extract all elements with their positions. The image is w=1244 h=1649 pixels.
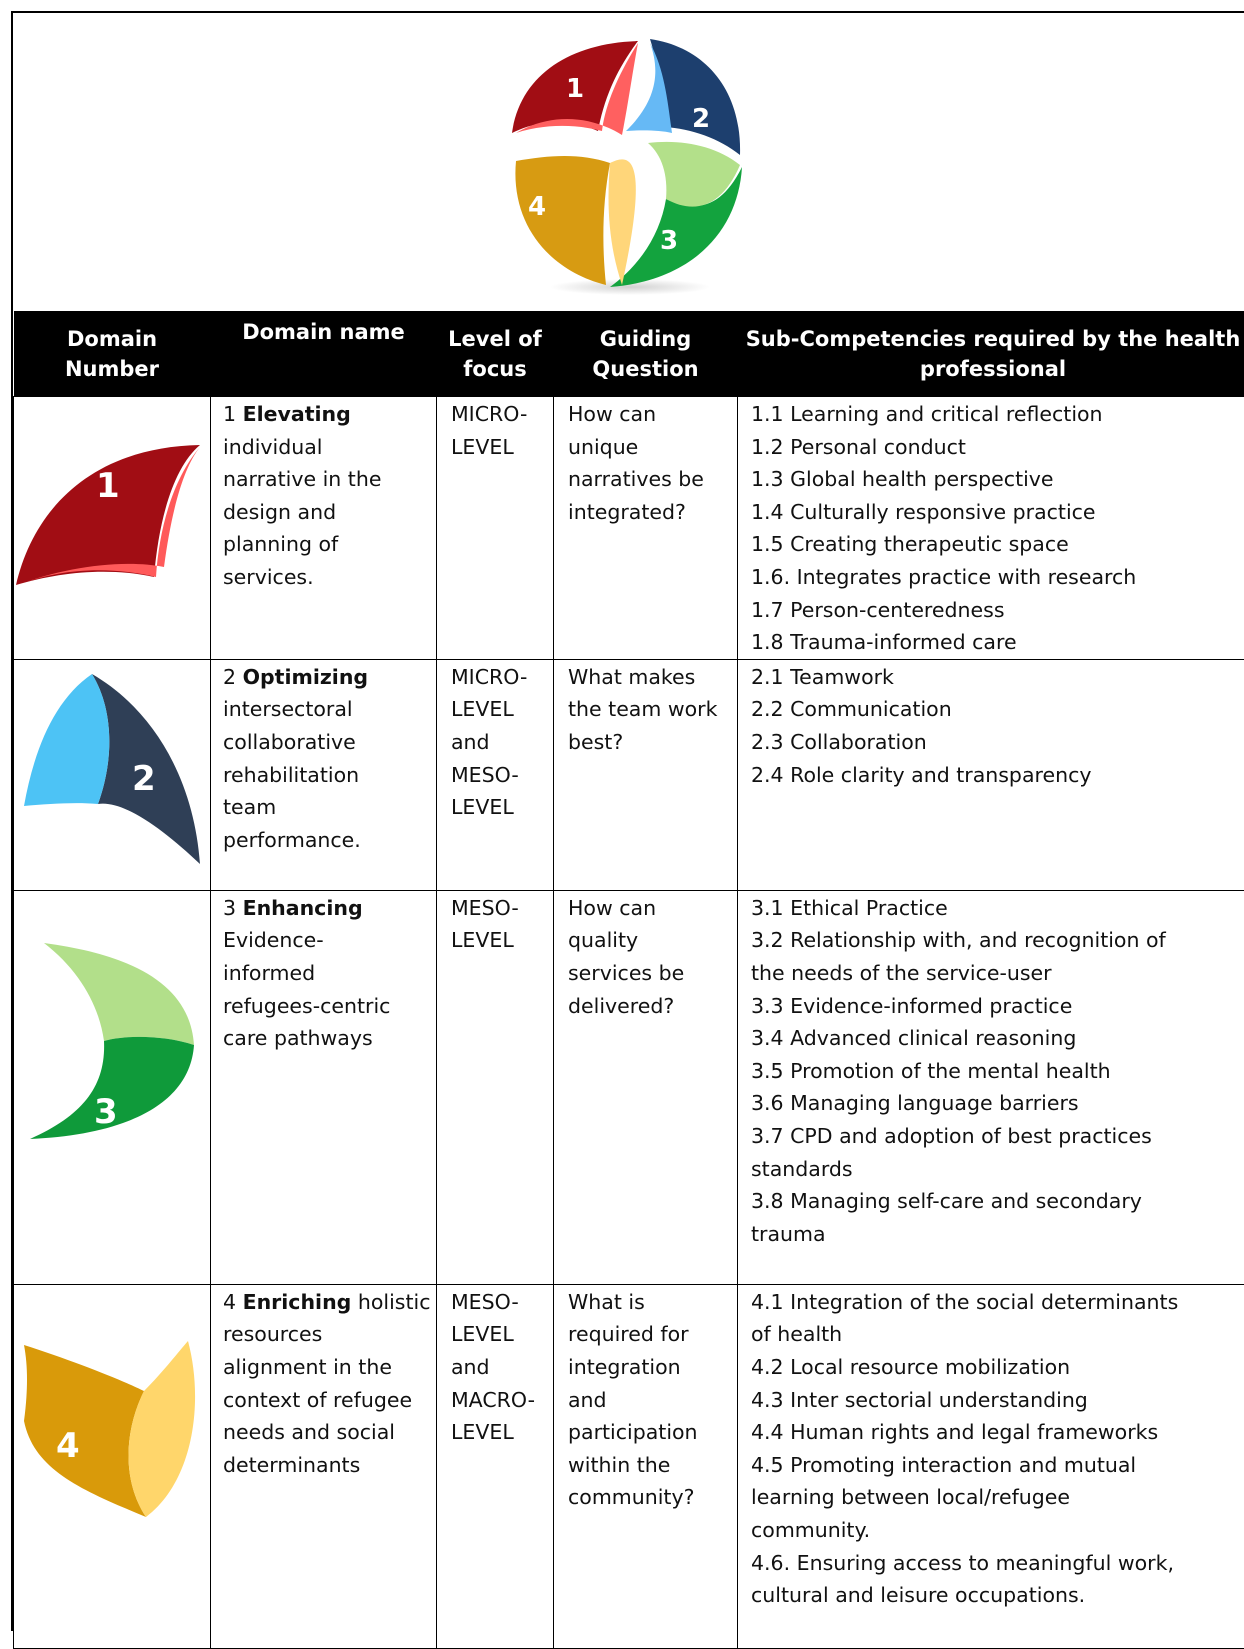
- level-line: LEVEL: [451, 693, 547, 726]
- header-subs-line: Sub-Competencies required by the health: [742, 324, 1244, 354]
- level-line: LEVEL: [451, 924, 547, 957]
- question-line: How can: [568, 398, 731, 431]
- sub-competency: 3.4 Advanced clinical reasoning: [751, 1022, 1242, 1055]
- subs-cell: [738, 397, 1244, 660]
- question-line: How can: [568, 892, 731, 925]
- header-subs-line: professional: [742, 354, 1244, 384]
- domain-name-prefix: 2: [223, 665, 243, 689]
- question-line: quality: [568, 924, 731, 957]
- sub-competency: 4.6. Ensuring access to meaningful work,: [751, 1547, 1242, 1580]
- sub-competency: 2.4 Role clarity and transparency: [751, 759, 1242, 792]
- domain-name-cell: [211, 1284, 437, 1648]
- domain-name-first-line: [223, 398, 430, 431]
- domain-name-bold: Enriching: [243, 1290, 352, 1314]
- question-cell: [554, 890, 738, 1284]
- domain-name-line: resources: [223, 1318, 430, 1351]
- level-line: LEVEL: [451, 431, 547, 464]
- question-line: required for: [568, 1318, 731, 1351]
- question-line: unique: [568, 431, 731, 464]
- domain-name-line: Evidence-: [223, 924, 430, 957]
- logo-label-1: 1: [566, 74, 584, 104]
- sub-competency: 1.6. Integrates practice with research: [751, 561, 1242, 594]
- question-cell: [554, 397, 738, 660]
- level-line: and: [451, 726, 547, 759]
- domains-table: [13, 311, 1244, 1649]
- question-line: What makes: [568, 661, 731, 694]
- sub-competency: community.: [751, 1514, 1242, 1547]
- domain-name-line: alignment in the: [223, 1351, 430, 1384]
- domains-logo: [510, 35, 750, 297]
- level-cell: [437, 397, 554, 660]
- level-line: LEVEL: [451, 1318, 547, 1351]
- sub-competency: trauma: [751, 1218, 1242, 1251]
- subs-cell: [738, 659, 1244, 890]
- logo-label-2: 2: [692, 104, 710, 134]
- question-line: participation: [568, 1416, 731, 1449]
- domain-name-line: design and: [223, 496, 430, 529]
- sub-competency: 2.1 Teamwork: [751, 661, 1242, 694]
- domain-name-line: team: [223, 791, 430, 824]
- domain-4-shape: [14, 1321, 210, 1531]
- sub-competency: 1.1 Learning and critical reflection: [751, 398, 1242, 431]
- domain-name-bold: Elevating: [243, 402, 351, 426]
- domain-name-line: intersectoral: [223, 693, 430, 726]
- level-line: MICRO-: [451, 398, 547, 431]
- level-cell: [437, 659, 554, 890]
- sub-competency: 4.3 Inter sectorial understanding: [751, 1384, 1242, 1417]
- domain-name-first-line: [223, 892, 430, 925]
- domain-name-line: care pathways: [223, 1022, 430, 1055]
- sub-competency: 3.7 CPD and adoption of best practices: [751, 1120, 1242, 1153]
- domain-number-cell: [14, 397, 211, 660]
- sub-competency: standards: [751, 1153, 1242, 1186]
- sub-competency: 2.3 Collaboration: [751, 726, 1242, 759]
- table-row: [14, 890, 1244, 1284]
- question-line: integrated?: [568, 496, 731, 529]
- domain-name-line: rehabilitation: [223, 759, 430, 792]
- header-level-line: Level of: [441, 324, 550, 354]
- sub-competency: 2.2 Communication: [751, 693, 1242, 726]
- header-domain-name: Domain name: [211, 311, 437, 397]
- domain-3-shape-light: [44, 943, 194, 1045]
- sub-competency: cultural and leisure occupations.: [751, 1579, 1242, 1612]
- table-row: [14, 1284, 1244, 1648]
- question-line: within the: [568, 1449, 731, 1482]
- level-line: MACRO-: [451, 1384, 547, 1417]
- domain-name-rest: holistic: [351, 1290, 430, 1314]
- domain-name-line: collaborative: [223, 726, 430, 759]
- domain-name-line: performance.: [223, 824, 430, 857]
- domain-name-cell: [211, 397, 437, 660]
- domain-3-number: 3: [94, 1092, 118, 1132]
- domain-name-cell: [211, 659, 437, 890]
- sub-competency: the needs of the service-user: [751, 957, 1242, 990]
- domain-name-prefix: 1: [223, 402, 243, 426]
- question-line: the team work: [568, 693, 731, 726]
- sub-competency: 4.2 Local resource mobilization: [751, 1351, 1242, 1384]
- domain-number-cell: [14, 1284, 211, 1648]
- sub-competency: 3.6 Managing language barriers: [751, 1087, 1242, 1120]
- logo-label-3: 3: [660, 226, 678, 256]
- logo-area: [13, 13, 1244, 311]
- domain-name-first-line: [223, 661, 430, 694]
- header-domain-number-line: Domain: [18, 324, 207, 354]
- sub-competency: learning between local/refugee: [751, 1481, 1242, 1514]
- domain-name-prefix: 4: [223, 1290, 243, 1314]
- domain-name-line: determinants: [223, 1449, 430, 1482]
- logo-label-4: 4: [528, 192, 546, 222]
- question-line: best?: [568, 726, 731, 759]
- question-line: integration: [568, 1351, 731, 1384]
- domain-name-line: needs and social: [223, 1416, 430, 1449]
- subs-cell: [738, 1284, 1244, 1648]
- header-domain-number-line: Number: [18, 354, 207, 384]
- level-line: LEVEL: [451, 1416, 547, 1449]
- domain-name-line: context of refugee: [223, 1384, 430, 1417]
- domain-2-shape-light: [24, 674, 109, 806]
- sub-competency: 1.8 Trauma-informed care: [751, 626, 1242, 659]
- level-line: LEVEL: [451, 791, 547, 824]
- domain-name-line: narrative in the: [223, 463, 430, 496]
- domain-1-number: 1: [96, 466, 120, 506]
- sub-competency: 3.3 Evidence-informed practice: [751, 990, 1242, 1023]
- header-subs: [738, 311, 1244, 397]
- sub-competency: 1.5 Creating therapeutic space: [751, 528, 1242, 561]
- level-cell: [437, 890, 554, 1284]
- domain-name-bold: Optimizing: [243, 665, 369, 689]
- domain-number-cell: [14, 659, 211, 890]
- sub-competency: 3.1 Ethical Practice: [751, 892, 1242, 925]
- sub-competency: 1.2 Personal conduct: [751, 431, 1242, 464]
- header-question-line: Guiding: [558, 324, 734, 354]
- sub-competency: 1.7 Person-centeredness: [751, 594, 1242, 627]
- level-cell: [437, 1284, 554, 1648]
- subs-cell: [738, 890, 1244, 1284]
- question-cell: [554, 659, 738, 890]
- domain-name-cell: [211, 890, 437, 1284]
- domain-name-prefix: 3: [223, 896, 243, 920]
- domain-2-number: 2: [132, 759, 156, 799]
- level-line: MESO-: [451, 892, 547, 925]
- logo-segment-4-face: [609, 159, 636, 285]
- header-question-line: Question: [558, 354, 734, 384]
- question-line: narratives be: [568, 463, 731, 496]
- header-domain-number: [14, 311, 211, 397]
- header-question: [554, 311, 738, 397]
- domain-4-shape-dark: [24, 1345, 146, 1517]
- question-line: services be: [568, 957, 731, 990]
- sub-competency: 3.5 Promotion of the mental health: [751, 1055, 1242, 1088]
- level-line: MESO-: [451, 1286, 547, 1319]
- domain-name-line: informed: [223, 957, 430, 990]
- domain-number-cell: [14, 890, 211, 1284]
- header-row: [14, 311, 1244, 397]
- question-line: delivered?: [568, 990, 731, 1023]
- question-cell: [554, 1284, 738, 1648]
- sub-competency: 4.1 Integration of the social determinants: [751, 1286, 1242, 1319]
- domain-name-bold: Enhancing: [243, 896, 363, 920]
- sub-competency: 3.8 Managing self-care and secondary: [751, 1185, 1242, 1218]
- level-line: MESO-: [451, 759, 547, 792]
- sub-competency: 3.2 Relationship with, and recognition of: [751, 924, 1242, 957]
- level-line: and: [451, 1351, 547, 1384]
- domain-4-shape-light: [129, 1341, 196, 1517]
- domain-name-line: refugees-centric: [223, 990, 430, 1023]
- sub-competency: 1.4 Culturally responsive practice: [751, 496, 1242, 529]
- level-line: MICRO-: [451, 661, 547, 694]
- domain-name-line: individual: [223, 431, 430, 464]
- domain-3-shape: [14, 935, 210, 1145]
- domain-name-line: planning of: [223, 528, 430, 561]
- sub-competency: 4.5 Promoting interaction and mutual: [751, 1449, 1242, 1482]
- domain-1-shape: [14, 417, 210, 597]
- domain-4-number: 4: [56, 1426, 80, 1466]
- sub-competency: 1.3 Global health perspective: [751, 463, 1242, 496]
- header-level: [437, 311, 554, 397]
- sub-competency: 4.4 Human rights and legal frameworks: [751, 1416, 1242, 1449]
- domain-2-shape: [14, 670, 210, 870]
- question-line: and: [568, 1384, 731, 1417]
- sub-competency: of health: [751, 1318, 1242, 1351]
- domain-name-first-line: [223, 1286, 430, 1319]
- question-line: community?: [568, 1481, 731, 1514]
- question-line: What is: [568, 1286, 731, 1319]
- header-level-line: focus: [441, 354, 550, 384]
- table-row: [14, 397, 1244, 660]
- domain-name-line: services.: [223, 561, 430, 594]
- table-row: [14, 659, 1244, 890]
